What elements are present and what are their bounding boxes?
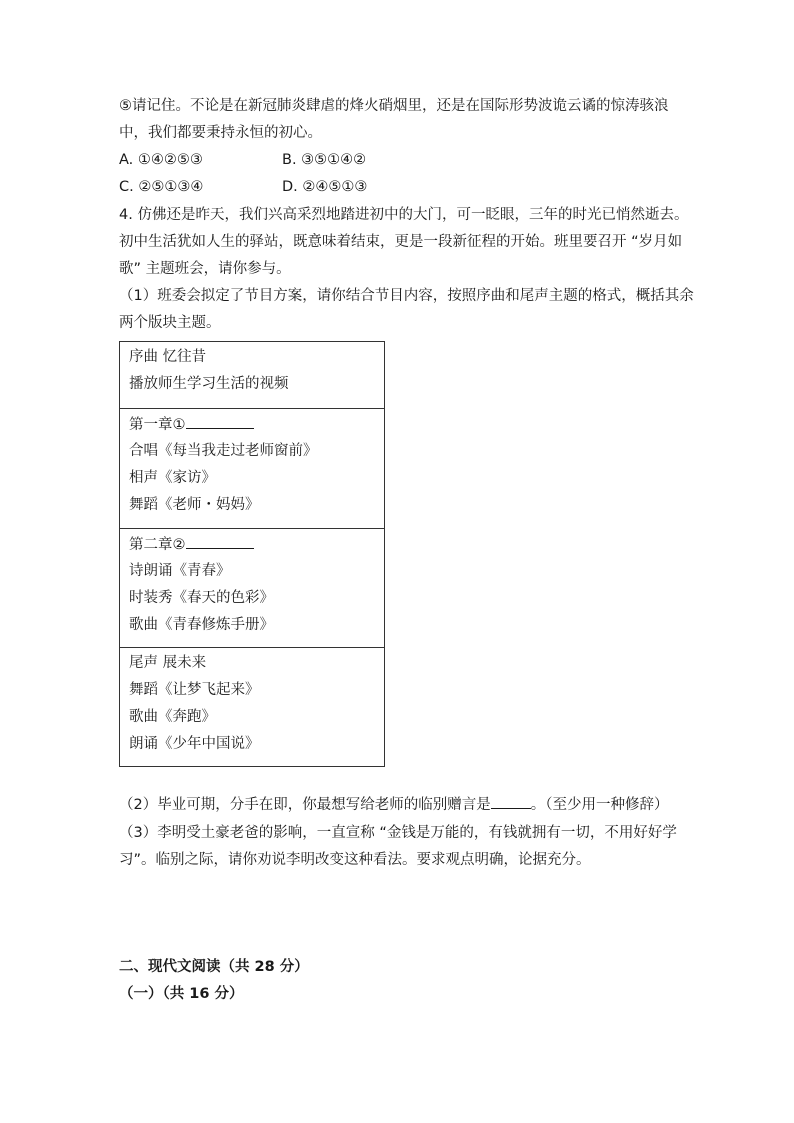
- section-2-title: 二、现代文阅读（共 28 分）: [119, 959, 309, 975]
- chapter-2-item: 时装秀《春天的色彩》: [129, 590, 274, 606]
- chapter-1-item: 合唱《每当我走过老师窗前》: [129, 443, 318, 459]
- option-a: A. ①④②⑤③: [119, 152, 203, 168]
- prelude-item: 播放师生学习生活的视频: [129, 376, 289, 392]
- epilogue-item: 朗诵《少年中国说》: [129, 736, 260, 752]
- chapter-1-item: 舞蹈《老师・妈妈》: [129, 497, 260, 513]
- program-table: [119, 341, 385, 767]
- option-b: B. ③⑤①④②: [282, 152, 367, 168]
- question-4-1-line-2: 两个版块主题。: [119, 315, 221, 331]
- chapter-1-blank[interactable]: [186, 414, 254, 429]
- farewell-blank[interactable]: [491, 794, 531, 809]
- question-4-2: （2）毕业可期，分手在即，你最想写给老师的临别赠言是 。（至少用一种修辞）: [119, 794, 668, 815]
- chapter-2-item: 诗朗诵《青春》: [129, 563, 231, 579]
- option-c: C. ②⑤①③④: [119, 179, 204, 195]
- question-4-3-line-1: （3）李明受土豪老爸的影响，一直宣称 “金钱是万能的，有钱就拥有一切，不用好好学: [119, 825, 677, 841]
- section-2-subtitle: （一）（共 16 分）: [119, 986, 244, 1002]
- chapter-2-item: 歌曲《青春修炼手册》: [129, 617, 274, 633]
- epilogue-item: 舞蹈《让梦飞起来》: [129, 682, 260, 698]
- prelude-title: 序曲 忆往昔: [129, 349, 207, 365]
- chapter-2-section: [120, 528, 384, 647]
- item5-line-2: 中，我们都要秉持永恒的初心。: [119, 125, 322, 141]
- epilogue-title: 尾声 展未来: [129, 655, 207, 671]
- chapter-2-title: 第二章②: [129, 534, 254, 555]
- chapter-1-title: 第一章①: [129, 414, 254, 435]
- chapter-1-section: [120, 408, 384, 528]
- question-4-line-1: 4. 仿佛还是昨天，我们兴高采烈地踏进初中的大门，可一眨眼，三年的时光已悄然逝去。: [119, 207, 689, 223]
- item5-line-1: ⑤请记住。不论是在新冠肺炎肆虐的烽火硝烟里，还是在国际形势波诡云谲的惊涛骇浪: [119, 98, 669, 114]
- question-4-line-3: 歌” 主题班会，请你参与。: [119, 261, 291, 277]
- question-4-1-line-1: （1）班委会拟定了节目方案，请你结合节目内容，按照序曲和尾声主题的格式，概括其余: [119, 288, 694, 304]
- epilogue-item: 歌曲《奔跑》: [129, 709, 216, 725]
- question-4-3-line-2: 习”。临别之际，请你劝说李明改变这种看法。要求观点明确，论据充分。: [119, 852, 591, 868]
- epilogue-section: [120, 647, 384, 766]
- chapter-2-blank[interactable]: [186, 534, 254, 549]
- question-4-line-2: 初中生活犹如人生的驿站，既意味着结束，更是一段新征程的开始。班里要召开 “岁月如: [119, 234, 683, 250]
- option-d: D. ②④⑤①③: [282, 179, 368, 195]
- prelude-section: [120, 342, 384, 408]
- chapter-1-item: 相声《家访》: [129, 470, 216, 486]
